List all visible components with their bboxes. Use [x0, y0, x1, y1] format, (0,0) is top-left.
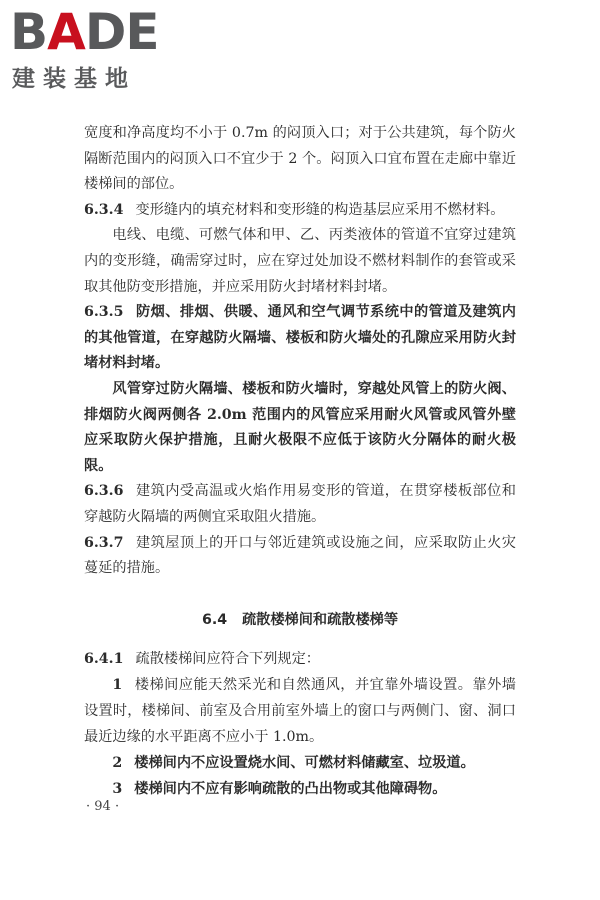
clause-6-3-4: 6.3.4 变形缝内的填充材料和变形缝的构造基层应采用不燃材料。	[84, 201, 505, 218]
paragraph-continued: 宽度和净高度均不小于 0.7m 的闷顶入口；对于公共建筑，每个防火隔断范围内的闷顶入口不宜少于 2 个。闷顶入口宜布置在走廊中靠近楼梯间的部位。	[84, 125, 516, 193]
list-item-2: 2 楼梯间内不应设置烧水间、可燃材料储藏室、垃圾道。	[112, 755, 475, 771]
clause-6-3-5: 6.3.5 防烟、排烟、供暖、通风和空气调节系统中的管道及建筑内的其他管道，在穿越防火隔墙、楼板和防火墙处的孔隙应采用防火封堵材料封堵。	[84, 304, 516, 372]
clause-6-3-7: 6.3.7 建筑屋顶上的开口与邻近建筑或设施之间，应采取防止火灾蔓延的措施。	[84, 534, 516, 577]
clause-6-3-6: 6.3.6 建筑内受高温或火焰作用易变形的管道，在贯穿楼板部位和穿越防火隔墙的两侧宜采取阻火措施。	[84, 483, 516, 525]
clause-6-4-1: 6.4.1 疏散楼梯间应符合下列规定：	[84, 651, 320, 667]
clause-6-3-4-note: 电线、电缆、可燃气体和甲、乙、丙类液体的管道不宜穿过建筑内的变形缝，确需穿过时，应在穿过处加设不燃材料制作的套管或采取其他防变形措施，并应采用防火封堵材料封堵。	[84, 227, 516, 295]
logo-chinese-name: 建装基地	[12, 66, 136, 92]
list-item-3: 3 楼梯间内不应有影响疏散的凸出物或其他障碍物。	[112, 781, 447, 797]
logo-wordmark: BADE	[10, 3, 159, 61]
section-text	[84, 646, 516, 802]
main-text	[84, 121, 516, 582]
clause-6-3-5-note: 风管穿过防火隔墙、楼板和防火墙时，穿越处风管上的防火阀、排烟防火阀两侧各 2.0m 范围内的风管应采用耐火风管或风管外壁应采取防火保护措施，且耐火极限不应低于该防火分隔体的耐火极限。	[84, 380, 516, 474]
list-item-1: 1 楼梯间应能天然采光和自然通风，并宜靠外墙设置。靠外墙设置时，楼梯间、前室及合用前室外墙上的窗口与两侧门、窗、洞口最近边缘的水平距离不应小于 1.0m。	[84, 677, 516, 745]
page-number: · 94 ·	[86, 799, 120, 814]
section-heading: 6.4 疏散楼梯间和疏散楼梯等	[201, 612, 399, 628]
bade-logo	[10, 3, 185, 92]
